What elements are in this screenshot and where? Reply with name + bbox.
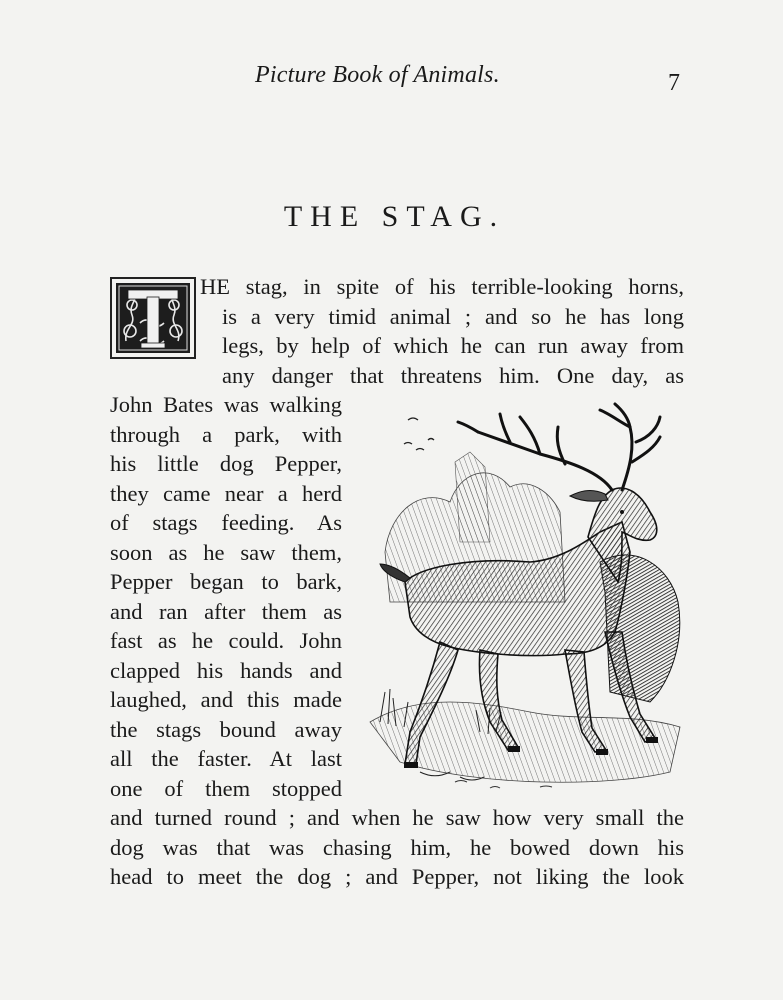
- text-line: John Bates was walking: [110, 392, 342, 417]
- text-line: head to meet the dog ; and Pepper, not liking the look: [110, 864, 684, 889]
- page-number: 7: [668, 70, 680, 96]
- text-line: they came near a herd: [110, 481, 342, 506]
- text-line: through a park, with: [110, 422, 342, 447]
- text-line: one of them stopped: [110, 776, 342, 801]
- stag-engraving-illustration: [360, 392, 690, 802]
- chapter-title: THE STAG.: [283, 200, 506, 233]
- text-line: his little dog Pepper,: [110, 451, 342, 476]
- text-line: the stags bound away: [110, 717, 342, 742]
- drop-cap-ornament: [110, 277, 196, 359]
- birds-icon: [404, 418, 434, 450]
- text-line: laughed, and this made: [110, 687, 342, 712]
- text-line: dog was that was chasing him, he bowed down his: [110, 835, 684, 860]
- text-line: soon as he saw them,: [110, 540, 342, 565]
- text-line: is a very timid animal ; and so he has long: [222, 304, 684, 329]
- drop-cap-letter-ornament: [116, 283, 190, 353]
- running-title: Picture Book of Animals.: [255, 62, 500, 88]
- text-line: HE stag, in spite of his terrible-looking horns,: [200, 274, 684, 299]
- text-line: all the faster. At last: [110, 746, 342, 771]
- text-line: of stags feeding. As: [110, 510, 342, 535]
- text-line: legs, by help of which he can run away from: [222, 333, 684, 358]
- text-line: Pepper began to bark,: [110, 569, 342, 594]
- text-line: and ran after them as: [110, 599, 342, 624]
- text-line: clapped his hands and: [110, 658, 342, 683]
- text-line: and turned round ; and when he saw how very small the: [110, 805, 684, 830]
- text-line: fast as he could. John: [110, 628, 342, 653]
- text-line: any danger that threatens him. One day, as: [222, 363, 684, 388]
